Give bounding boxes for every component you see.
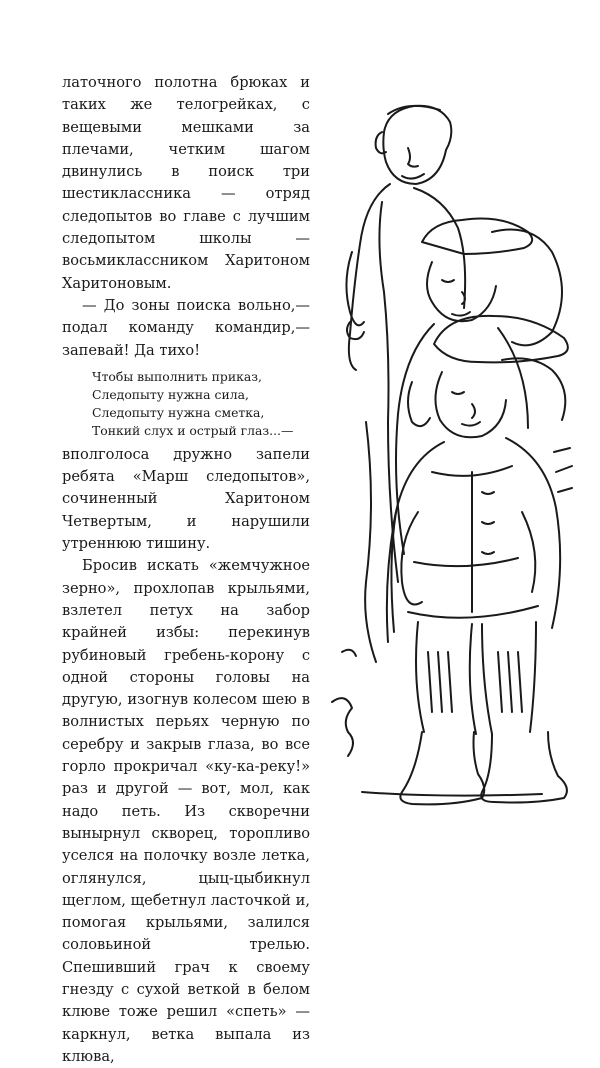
paragraph-after-song: вполголоса дружно запели ребята «Марш следопытов», сочиненный Харитоном Четвертым, и нарушили утреннюю тишину. bbox=[62, 445, 310, 553]
text-column bbox=[62, 72, 310, 1068]
paragraph-continued: латочного полотна брюках и таких же телогрейках, с вещевыми мешками за плечами, четким шагом двинулись в поиск три шестиклассника — отряд следопытов во главе с лучшим следопытом школы — восьмиклассником Харитоном Харитоновым. bbox=[62, 74, 310, 292]
paragraph-command: — До зоны поиска вольно,— подал команду командир,— запевай! Да тихо! bbox=[62, 296, 310, 359]
verse-line: Следопыту нужна сила, bbox=[92, 386, 249, 402]
three-boys-sketch-icon bbox=[322, 92, 584, 812]
verse-line: Чтобы выполнить приказ, bbox=[92, 368, 262, 384]
verse-line: Следопыту нужна сметка, bbox=[92, 404, 265, 420]
song-verse bbox=[92, 368, 310, 440]
verse-line: Тонкий слух и острый глаз...— bbox=[92, 422, 294, 438]
paragraph-rooster: Бросив искать «жемчужное зерно», прохлопав крыльями, взлетел петух на забор крайней избы: перекинув рубиновый гребень-корону с одной стороны головы на другую, изогнув колесом шею в волнистых перьях черную по серебру и закрыв глаза, во все горло прокричал «ку-ка-реку!» раз и другой — вот, мол, как надо петь. Из скворечни вынырнул скворец, торопливо уселся на полочку возле летка, оглянулся, цыц-цыбикнул щеглом, щебетнул ласточкой и, помогая крыльями, залился соловьиной трелью. Спешивший грач к своему гнезду с сухой веткой в белом клюве тоже решил «спеть» — каркнул, ветка выпала из клюва, bbox=[62, 557, 310, 1065]
